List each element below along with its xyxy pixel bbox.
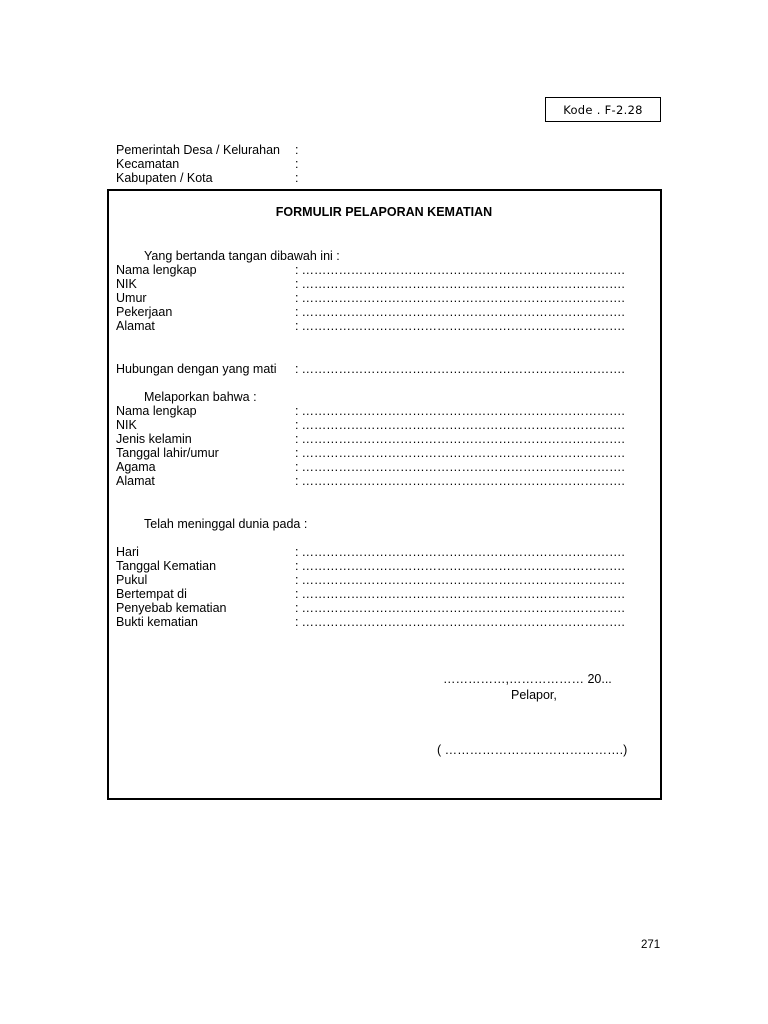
intro-text: Yang bertanda tangan dibawah ini : bbox=[144, 249, 340, 263]
fill-line: : ……………………………………………………………………. bbox=[295, 446, 625, 460]
header-colon: : bbox=[295, 143, 299, 157]
fill-line: : ……………………………………………………………………. bbox=[295, 418, 625, 432]
relation-label: Hubungan dengan yang mati bbox=[116, 362, 277, 376]
field-label: Jenis kelamin bbox=[116, 432, 192, 446]
header-colon: : bbox=[295, 171, 299, 185]
header-label-kecamatan: Kecamatan bbox=[116, 157, 180, 171]
fill-line: : ……………………………………………………………………. bbox=[295, 460, 625, 474]
fill-line: : ……………………………………………………………………. bbox=[295, 404, 625, 418]
fill-line: : ……………………………………………………………………. bbox=[295, 587, 625, 601]
fill-line: : ……………………………………………………………………. bbox=[295, 573, 625, 587]
field-label: Agama bbox=[116, 460, 156, 474]
field-label: Bukti kematian bbox=[116, 615, 198, 629]
field-label: Alamat bbox=[116, 474, 155, 488]
field-label: Nama lengkap bbox=[116, 404, 197, 418]
header-colon: : bbox=[295, 157, 299, 171]
fill-line: : ……………………………………………………………………. bbox=[295, 319, 625, 333]
form-code-box bbox=[545, 97, 661, 122]
field-label: Tanggal Kematian bbox=[116, 559, 217, 573]
fill-line: : ……………………………………………………………………. bbox=[295, 263, 625, 277]
fill-line: : ……………………………………………………………………. bbox=[295, 362, 625, 376]
fill-line: : ……………………………………………………………………. bbox=[295, 277, 625, 291]
fill-line: : ……………………………………………………………………. bbox=[295, 559, 625, 573]
field-label: Pukul bbox=[116, 573, 148, 587]
field-label: Tanggal lahir/umur bbox=[116, 446, 219, 460]
field-label: NIK bbox=[116, 418, 137, 432]
fill-line: : ……………………………………………………………………. bbox=[295, 545, 625, 559]
place-date-line: ……………,……………… 20... bbox=[443, 672, 612, 686]
fill-line: : ……………………………………………………………………. bbox=[295, 615, 625, 629]
fill-line: : ……………………………………………………………………. bbox=[295, 305, 625, 319]
fill-line: : ……………………………………………………………………. bbox=[295, 432, 625, 446]
reports-that-text: Melaporkan bahwa : bbox=[144, 390, 257, 404]
field-label: Hari bbox=[116, 545, 139, 559]
fill-line: : ……………………………………………………………………. bbox=[295, 601, 625, 615]
field-label: Bertempat di bbox=[116, 587, 187, 601]
field-label: Penyebab kematian bbox=[116, 601, 227, 615]
header-label-desa: Pemerintah Desa / Kelurahan bbox=[116, 143, 280, 157]
field-label: Alamat bbox=[116, 319, 155, 333]
field-label: Umur bbox=[116, 291, 147, 305]
reporter-label: Pelapor, bbox=[511, 688, 557, 702]
signature-line: ( …………………………………….) bbox=[437, 743, 628, 757]
field-label: NIK bbox=[116, 277, 137, 291]
form-code: Kode . F-2.28 bbox=[563, 102, 643, 117]
field-label: Nama lengkap bbox=[116, 263, 197, 277]
header-label-kabupaten: Kabupaten / Kota bbox=[116, 171, 213, 185]
form-title: FORMULIR PELAPORAN KEMATIAN bbox=[275, 205, 493, 219]
fill-line: : ……………………………………………………………………. bbox=[295, 474, 625, 488]
field-label: Pekerjaan bbox=[116, 305, 173, 319]
fill-line: : ……………………………………………………………………. bbox=[295, 291, 625, 305]
page-number: 271 bbox=[641, 939, 661, 951]
died-on-text: Telah meninggal dunia pada : bbox=[144, 517, 308, 531]
